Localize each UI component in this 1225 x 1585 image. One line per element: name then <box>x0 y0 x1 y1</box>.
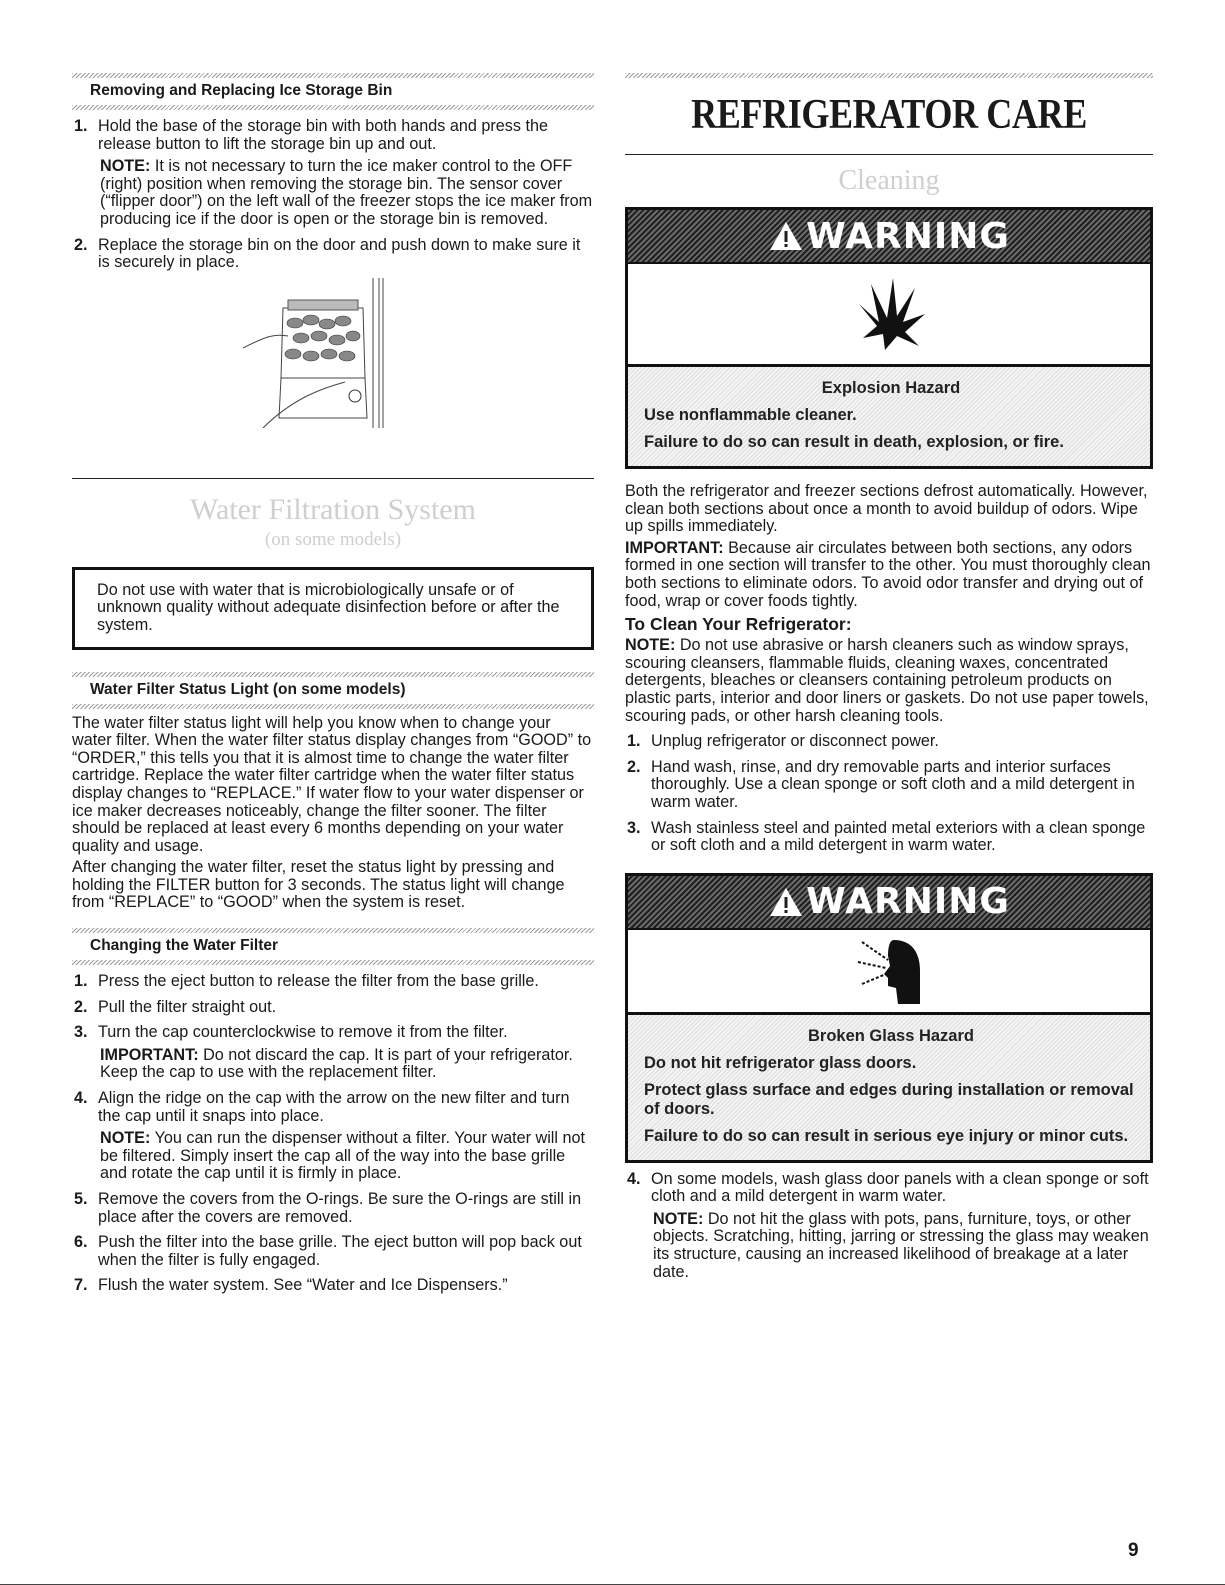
ice-bin-note <box>100 158 594 228</box>
note-text: Do not discard the cap. It is part of your refrigerator. Keep the cap to use with the replacement filter. <box>100 1045 573 1082</box>
list-item <box>72 1191 594 1226</box>
note-label: NOTE: <box>100 157 151 176</box>
step-number: 7. <box>74 1276 88 1295</box>
eye-injury-icon <box>854 934 924 1008</box>
step-text: Hand wash, rinse, and dry removable parts and interior surfaces thoroughly. Use a clean sponge or soft cloth and a mild detergent in warm water. <box>651 757 1135 811</box>
step-number: 4. <box>627 1169 641 1188</box>
changing-filter-heading: Changing the Water Filter <box>90 937 279 955</box>
water-warning-text: Do not use with water that is microbiologically unsafe or of unknown quality without adequate disinfection before or after the system. <box>97 580 560 634</box>
warning-triangle-icon <box>768 220 804 252</box>
warning-triangle-icon <box>768 886 804 918</box>
step-number: 1. <box>74 117 88 135</box>
step-number: 1. <box>627 732 641 751</box>
step-text: Remove the covers from the O-rings. Be sure the O-rings are still in place after the covers are removed. <box>98 1190 582 1226</box>
step-number: 6. <box>74 1233 88 1252</box>
note-text: It is not necessary to turn the ice maker control to the OFF (right) position when removing the storage bin. The sensor cover (“flipper door”) on the left wall of the freezer stops the ice maker from producing ice if the door is open or the storage bin is removed. <box>100 157 593 228</box>
right-column <box>625 0 1153 1281</box>
cleaners-note <box>625 637 1153 725</box>
step-number: 3. <box>627 818 641 837</box>
dispenser-note <box>100 1130 594 1183</box>
step-text: Wash stainless steel and painted metal exteriors with a clean sponge or soft cloth and a mild detergent in warm water. <box>651 818 1146 855</box>
step-number: 5. <box>74 1190 88 1208</box>
hazard-title: Broken Glass Hazard <box>808 1026 974 1045</box>
warning-line: Failure to do so can result in serious eye injury or minor cuts. <box>644 1126 1129 1145</box>
glass-note <box>653 1211 1153 1281</box>
eye-injury-icon-area <box>628 928 1150 1015</box>
step-text: Unplug refrigerator or disconnect power. <box>651 732 939 751</box>
left-column <box>72 0 594 1295</box>
list-item <box>625 733 1153 751</box>
ice-bin-heading: Removing and Replacing Ice Storage Bin <box>90 82 393 99</box>
cleaning-steps <box>625 733 1153 855</box>
step-number: 2. <box>74 235 88 254</box>
note-label: NOTE: <box>625 636 676 655</box>
status-light-heading: Water Filter Status Light (on some models) <box>90 680 406 698</box>
step-text: Hold the base of the storage bin with both hands and press the release button to lift the storage bin up and out. <box>98 117 548 153</box>
warning-banner-text: WARNING <box>806 881 1010 923</box>
note-text: You can run the dispenser without a filter. Your water will not be filtered. Simply insert the cap all of the way into the base grille and rotate the cap until it is firmly in place. <box>100 1129 585 1183</box>
list-item <box>625 1171 1153 1206</box>
warning-line: Failure to do so can result in death, explosion, or fire. <box>644 433 1064 451</box>
list-item <box>625 820 1153 855</box>
warning-line: Do not hit refrigerator glass doors. <box>644 1053 917 1072</box>
warning-line: Protect glass surface and edges during installation or removal of doors. <box>644 1080 1134 1118</box>
step-number: 2. <box>627 757 641 776</box>
step-text: Flush the water system. See “Water and Ice Dispensers.” <box>98 1276 508 1295</box>
note-label: NOTE: <box>100 1129 151 1148</box>
water-filtration-title: Water Filtration System <box>190 492 476 526</box>
list-item <box>72 973 594 991</box>
step-number: 4. <box>74 1089 88 1108</box>
glass-steps <box>625 1171 1153 1282</box>
ice-bin-illustration <box>233 278 433 428</box>
warning-banner-text: WARNING <box>806 215 1010 257</box>
changing-filter-steps <box>72 973 594 1295</box>
cleaning-paragraph: Both the refrigerator and freezer sections defrost automatically. However, clean both sections about once a month to avoid buildup of odors. Wipe up spills immediately. <box>625 482 1148 536</box>
cap-important-note <box>100 1047 594 1082</box>
step-text: Push the filter into the base grille. The eject button will pop back out when the filter is fully engaged. <box>98 1233 582 1269</box>
list-item <box>72 237 594 272</box>
list-item <box>625 759 1153 812</box>
explosion-warning <box>625 207 1153 469</box>
broken-glass-warning <box>625 873 1153 1163</box>
list-item <box>72 1090 594 1125</box>
list-item <box>72 999 594 1017</box>
section-rule <box>625 73 1153 78</box>
list-item <box>72 1024 594 1042</box>
note-text: Do not hit the glass with pots, pans, furniture, toys, or other objects. Scratching, hitting, jarring or stressing the glass may weaken its structure, causing an increased likelihood of breakage at a later date. <box>653 1209 1149 1281</box>
step-text: Press the eject button to release the filter from the base grille. <box>98 972 539 991</box>
warning-line: Use nonflammable cleaner. <box>644 406 857 424</box>
list-item <box>72 1234 594 1269</box>
glass-warning-text <box>628 1015 1150 1160</box>
step-text: Pull the filter straight out. <box>98 997 277 1016</box>
step-text: Align the ridge on the cap with the arrow on the new filter and turn the cap until it snaps into place. <box>98 1089 570 1125</box>
water-filtration-subtitle: (on some models) <box>264 528 402 550</box>
note-label: NOTE: <box>653 1209 704 1228</box>
section-rule <box>72 704 594 709</box>
page-number: 9 <box>1128 1540 1139 1561</box>
step-number: 1. <box>74 972 88 991</box>
title-divider <box>625 154 1153 155</box>
important-paragraph <box>625 540 1153 610</box>
page-title: REFRIGERATOR CARE <box>691 92 1087 138</box>
note-text: Do not use abrasive or harsh cleaners such as window sprays, scouring cleansers, flammable fluids, cleaning waxes, concentrated detergents, bleaches or cleansers containing petroleum products on plastic parts, interior and door liners or gaskets. Do not use paper towels, scouring pads, or other harsh cleaning tools. <box>625 636 1149 725</box>
section-rule <box>72 105 594 110</box>
clean-heading: To Clean Your Refrigerator: <box>625 614 852 635</box>
step-number: 2. <box>74 997 88 1016</box>
warning-banner <box>628 210 1150 262</box>
status-light-paragraph-2: After changing the water filter, reset the status light by pressing and holding the FILTER button for 3 seconds. The status light will change from “REPLACE” to “GOOD” when the system is reset. <box>72 858 565 912</box>
step-text: Replace the storage bin on the door and push down to make sure it is securely in place. <box>98 235 581 272</box>
list-item <box>72 1277 594 1295</box>
list-item <box>72 118 594 153</box>
water-warning-box <box>72 567 594 650</box>
step-text: Turn the cap counterclockwise to remove it from the filter. <box>98 1023 508 1042</box>
explosion-warning-text <box>628 367 1150 466</box>
explosion-icon <box>849 274 929 354</box>
hazard-title: Explosion Hazard <box>821 379 961 397</box>
ice-bin-steps <box>72 118 594 272</box>
note-label: IMPORTANT: <box>100 1045 199 1064</box>
cleaning-title: Cleaning <box>838 165 940 196</box>
section-rule <box>72 960 594 965</box>
step-text: On some models, wash glass door panels with a clean sponge or soft cloth and a mild detergent in warm water. <box>651 1169 1149 1206</box>
important-text: Because air circulates between both sections, any odors formed in one section will transfer to the other. You must thoroughly clean both sections to eliminate odors. To avoid odor transfer and drying out of food, wrap or cover foods tightly. <box>625 538 1151 610</box>
important-label: IMPORTANT: <box>625 538 724 557</box>
warning-banner <box>628 876 1150 928</box>
section-divider <box>72 478 594 479</box>
step-number: 3. <box>74 1023 88 1042</box>
explosion-icon-area <box>628 262 1150 367</box>
status-light-paragraph-1: The water filter status light will help you know when to change your water filter. When the water filter status display changes from “GOOD” to “ORDER,” this tells you that it is almost time to change the water filter cartridge. Replace the water filter cartridge when the water filter status display changes to “REPLACE.” If water flow to your water dispenser or ice maker decreases noticeably, change the filter sooner. The filter should be replaced at least every 6 months depending on your water quality and usage. <box>72 713 592 855</box>
